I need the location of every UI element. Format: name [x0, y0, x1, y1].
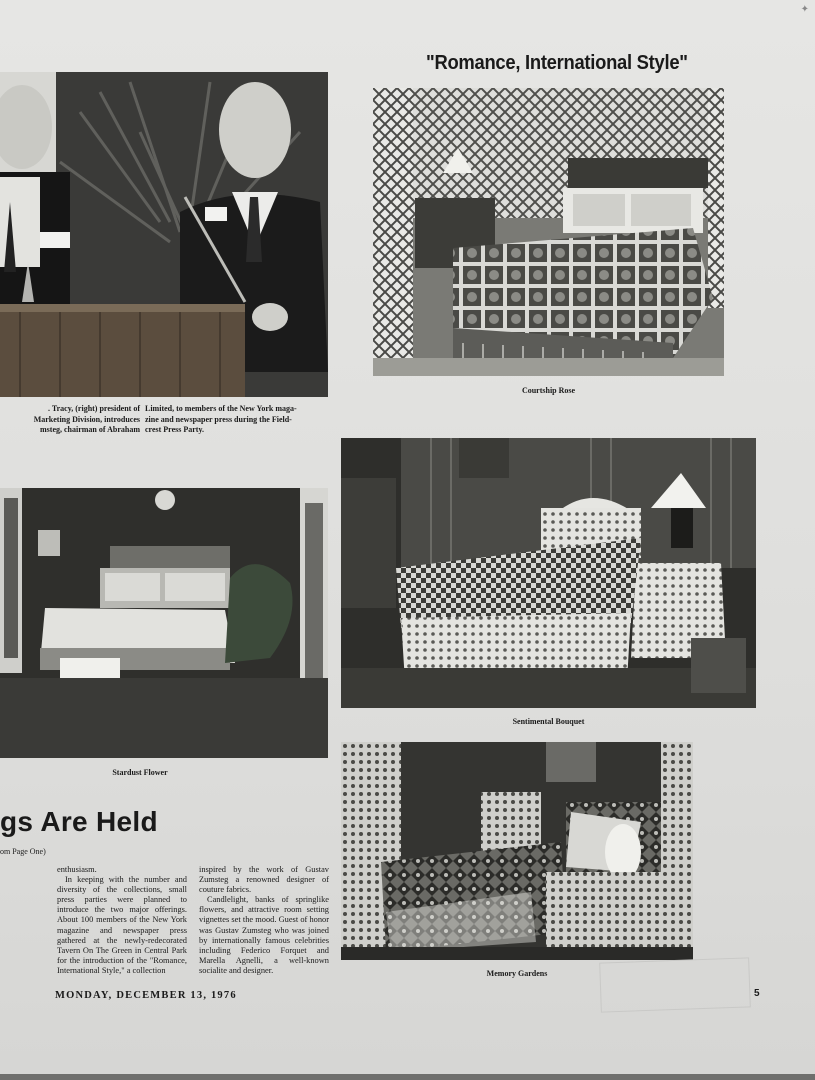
article-paragraph: Candlelight, banks of springlike flowers, and attractive room setting vignettes set the mood. Guest of honor was Gustav Zumsteg who was joined by internationally famous celebrities including Federico Forquet and Marella Agnelli, a well-known socialite and designer. — [199, 895, 329, 975]
article-headline: gs Are Held — [0, 806, 158, 837]
bleed-through-ghost — [599, 957, 751, 1012]
article-paragraph: enthusiasm. — [57, 865, 97, 874]
memory-gardens-photo — [341, 742, 693, 960]
sentimental-bouquet-caption: Sentimental Bouquet — [512, 717, 585, 726]
podium-caption-right: Limited, to members of the New York maga- zine and newspaper press during the Field- crest Press Party. — [145, 404, 297, 434]
stardust-flower-caption: Stardust Flower — [112, 768, 168, 777]
continued-from: om Page One) — [0, 847, 46, 856]
section-title: "Romance, International Style" — [426, 52, 688, 74]
dateline: MONDAY, DECEMBER 13, 1976 — [55, 990, 237, 1001]
article-paragraph: In keeping with the number and diversity of the collections, small press parties were planned to introduce the two major offerings. About 100 members of the New York magazine and newspaper press gathered at the newly-redecorated Tavern On The Green in Central Park for the introduction of the "Romance, International Style," a collection — [57, 875, 187, 975]
article-paragraph: inspired by the work of Gustav Zumsteg a renowned designer of couture fabrics. — [199, 865, 329, 895]
article-column-2 — [199, 865, 329, 976]
stardust-flower-photo — [0, 488, 328, 758]
corner-mark-icon: ✦ — [800, 4, 809, 15]
article-column-1 — [57, 865, 187, 976]
page-number: 5 — [754, 988, 760, 999]
podium-photo — [0, 72, 328, 397]
podium-caption-left: . Tracy, (right) president of Marketing Division, introduces msteg, chairman of Abraham — [33, 404, 140, 434]
page-bottom-edge — [0, 1074, 815, 1080]
sentimental-bouquet-photo — [341, 438, 756, 708]
memory-gardens-caption: Memory Gardens — [486, 969, 548, 978]
courtship-rose-caption: Courtship Rose — [521, 386, 576, 395]
courtship-rose-photo — [373, 88, 724, 376]
